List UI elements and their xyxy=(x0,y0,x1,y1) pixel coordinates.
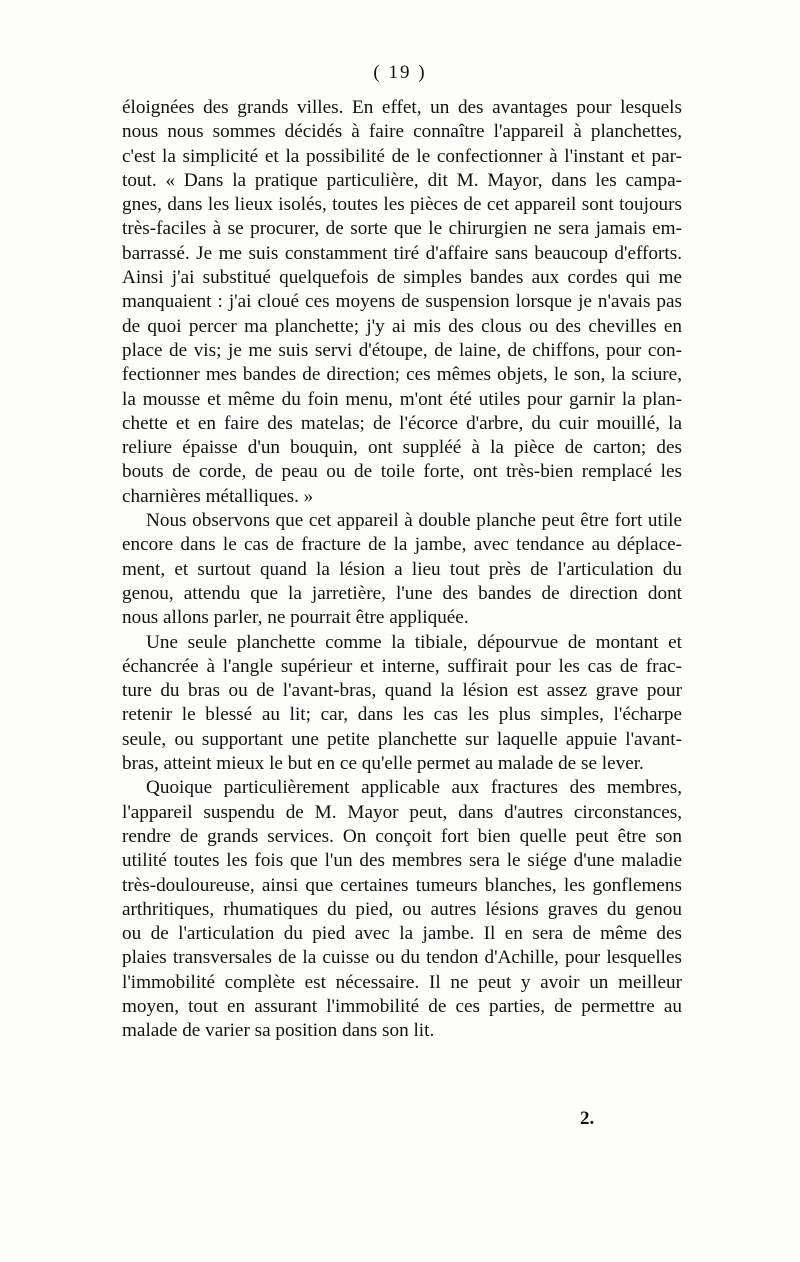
page-number: ( 19 ) xyxy=(373,62,427,83)
text-line: charnières métalliques. » xyxy=(122,485,314,507)
text-line: bouts de corde, de peau ou de toile forte, ont très-bien remplacé les xyxy=(122,461,682,483)
text-line: Quoique particulièrement applicable aux fractures des membres, xyxy=(146,777,682,799)
text-line: reliure épaisse d'un bouquin, ont suppléé à la pièce de carton; des xyxy=(122,437,682,459)
text-line: de quoi percer ma planchette; j'y ai mis des clous ou des chevilles en xyxy=(122,315,682,337)
text-line: très-douloureuse, ainsi que certaines tumeurs blanches, les gonflemens xyxy=(122,874,682,896)
text-line: plaies transversales de la cuisse ou du tendon d'Achille, pour lesquelles xyxy=(122,947,682,969)
text-line: utilité toutes les fois que l'un des membres sera le siége d'une maladie xyxy=(122,850,682,872)
text-line: l'immobilité complète est nécessaire. Il ne peut y avoir un meilleur xyxy=(122,971,682,993)
text-line: fectionner mes bandes de direction; ces mêmes objets, le son, la sciure, xyxy=(122,364,682,386)
text-line: genou, attendu que la jarretière, l'une des bandes de direction dont xyxy=(122,582,682,604)
text-line: gnes, dans les lieux isolés, toutes les pièces de cet appareil sont toujours xyxy=(122,194,682,216)
text-line: c'est la simplicité et la possibilité de le confectionner à l'instant et par- xyxy=(122,145,682,167)
text-line: échancrée à l'angle supérieur et interne, suffirait pour les cas de frac- xyxy=(122,655,682,677)
text-line: seule, ou supportant une petite planchette sur laquelle appuie l'avant- xyxy=(122,728,682,750)
text-line: très-faciles à se procurer, de sorte que le chirurgien ne sera jamais em- xyxy=(122,218,682,240)
text-line: moyen, tout en assurant l'immobilité de ces parties, de permettre au xyxy=(122,995,682,1017)
text-line: nous nous sommes décidés à faire connaître l'appareil à planchettes, xyxy=(122,121,682,143)
text-line: ou de l'articulation du pied avec la jambe. Il en sera de même des xyxy=(122,923,682,945)
text-line: encore dans le cas de fracture de la jambe, avec tendance au déplace- xyxy=(122,534,682,556)
text-line: manquaient : j'ai cloué ces moyens de suspension lorsque je n'avais pas xyxy=(122,291,682,313)
text-line: la mousse et même du foin menu, m'ont été utiles pour garnir la plan- xyxy=(122,388,682,410)
text-line: l'appareil suspendu de M. Mayor peut, dans d'autres circonstances, xyxy=(122,801,682,823)
text-line: bras, atteint mieux le but en ce qu'elle permet au malade de se lever. xyxy=(122,753,644,775)
text-line: Ainsi j'ai substitué quelquefois de simples bandes aux cordes qui me xyxy=(122,267,682,289)
text-line: ture du bras ou de l'avant-bras, quand la lésion est assez grave pour xyxy=(122,680,682,702)
text-line: malade de varier sa position dans son lit. xyxy=(122,1020,435,1042)
text-line: barrassé. Je me suis constamment tiré d'affaire sans beaucoup d'efforts. xyxy=(122,242,682,264)
text-line: rendre de grands services. On conçoit fort bien quelle peut être son xyxy=(122,825,682,847)
text-line: Nous observons que cet appareil à double planche peut être fort utile xyxy=(146,510,682,532)
text-line: chette et en faire des matelas; de l'écorce d'arbre, du cuir mouillé, la xyxy=(122,412,682,434)
text-line: éloignées des grands villes. En effet, un des avantages pour lesquels xyxy=(122,97,682,118)
text-line: Une seule planchette comme la tibiale, dépourvue de montant et xyxy=(146,631,682,653)
text-line: tout. « Dans la pratique particulière, dit M. Mayor, dans les campa- xyxy=(122,169,682,191)
text-line: retenir le blessé au lit; car, dans les cas les plus simples, l'écharpe xyxy=(122,704,682,726)
signature-mark: 2. xyxy=(580,1108,595,1129)
body-text xyxy=(122,96,682,1044)
text-line: place de vis; je me suis servi d'étoupe, de laine, de chiffons, pour con- xyxy=(122,339,682,361)
text-line: nous allons parler, ne pourrait être appliquée. xyxy=(122,607,469,629)
text-line: arthritiques, rhumatiques du pied, ou autres lésions graves du genou xyxy=(122,898,682,920)
text-line: ment, et surtout quand la lésion a lieu tout près de l'articulation du xyxy=(122,558,682,580)
